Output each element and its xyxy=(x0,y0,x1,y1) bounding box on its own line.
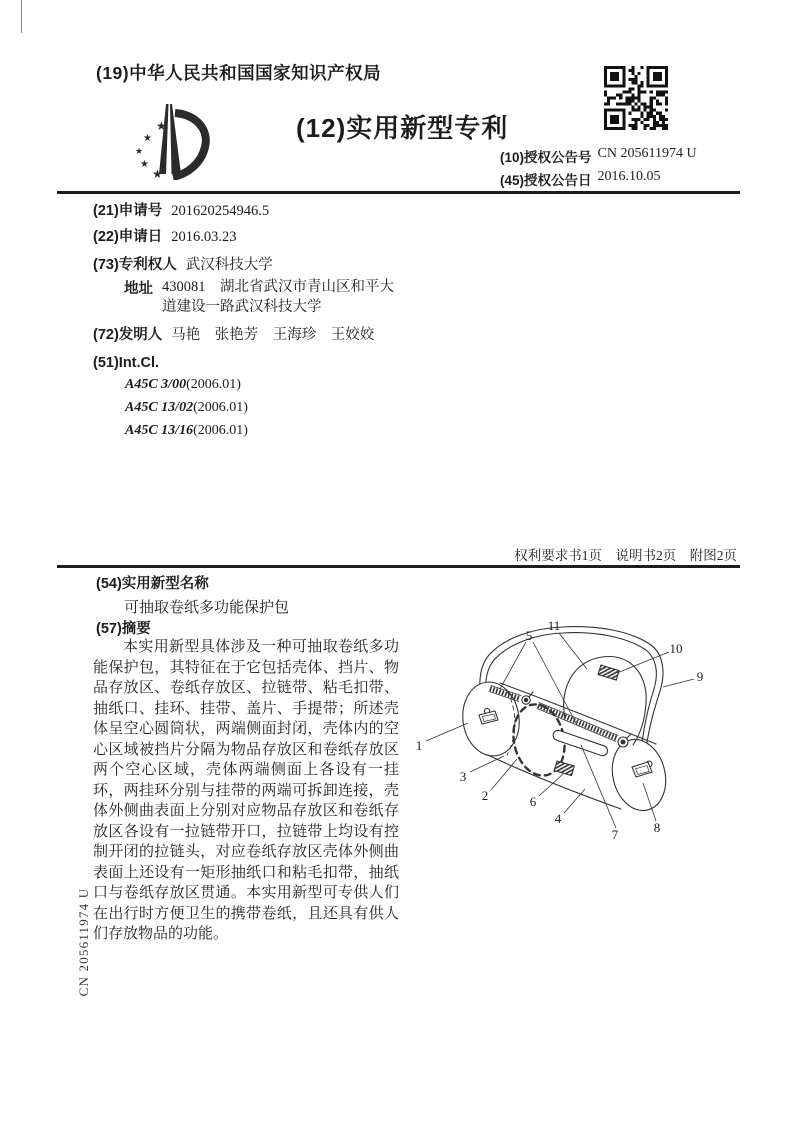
svg-text:★: ★ xyxy=(135,146,144,156)
ipc-entry xyxy=(125,377,241,393)
application-date-row xyxy=(93,228,237,248)
patentee-value: 武汉科技大学 xyxy=(185,257,273,273)
side-publication-code: CN 205611974 U xyxy=(76,887,91,997)
abstract-section-label: (57)摘要 xyxy=(96,621,151,637)
ipc-code: A45C 13/16 xyxy=(125,423,194,438)
svg-text:11: 11 xyxy=(547,618,561,633)
address-row xyxy=(124,277,404,317)
publication-number-label: (10)授权公告号 xyxy=(500,150,592,165)
pages-summary: 权利要求书1页 说明书2页 附图2页 xyxy=(514,548,737,563)
svg-text:6: 6 xyxy=(529,794,537,809)
application-date-label: (22)申请日 xyxy=(93,229,163,245)
ipc-version: (2006.01) xyxy=(186,377,241,392)
publication-date-row xyxy=(500,169,661,189)
patentee-row xyxy=(93,256,273,276)
issuing-office: (19)中华人民共和国国家知识产权局 xyxy=(96,63,382,83)
abstract-text: 本实用新型具体涉及一种可抽取卷纸多功能保护包，其特征在于它包括壳体、挡片、物品存放区、卷纸存放区、拉链带、粘毛扣带、抽纸口、挂环、挂带、盖片、手提带；所述壳体呈空心圆筒状，两端侧面封闭，壳体内的空心区域被挡片分隔为物品存放区和卷纸存放区两个空心区域，壳体两端侧面上各设有一挂环，两挂环分别与挂带的两端可拆卸连接，壳体外侧曲表面上分别对应物品存放区和卷纸存放区各设有一拉链带开口，拉链带上均设有控制开闭的拉链头，对应卷纸存放区壳体外侧曲表面上还设有一矩形抽纸口和粘毛扣带，抽纸口与卷纸存放区贯通。本实用新型可专供人们在出行时方便卫生的携带卷纸，且还具有供人们存放物品的功能。 xyxy=(93,639,399,942)
svg-text:★: ★ xyxy=(143,133,152,144)
svg-text:9: 9 xyxy=(696,669,704,684)
svg-text:2: 2 xyxy=(481,788,489,803)
inventors-row xyxy=(93,326,374,346)
qr-code xyxy=(604,66,668,130)
application-number-label: (21)申请号 xyxy=(93,203,163,219)
inventors-label: (72)发明人 xyxy=(93,327,163,343)
application-number-row xyxy=(93,202,269,222)
patentee-label: (73)专利权人 xyxy=(93,257,177,273)
ipc-code: A45C 13/02 xyxy=(125,400,194,415)
ipc-entry xyxy=(125,423,248,439)
header-divider xyxy=(57,191,740,194)
title-section-label: (54)实用新型名称 xyxy=(96,576,209,592)
ipc-version: (2006.01) xyxy=(193,423,248,438)
ipc-entry xyxy=(125,400,248,416)
svg-text:8: 8 xyxy=(653,820,661,835)
inventors-value: 马艳 张艳芳 王海珍 王姣姣 xyxy=(171,327,375,343)
invention-title: 可抽取卷纸多功能保护包 xyxy=(124,600,290,616)
svg-text:★: ★ xyxy=(152,167,163,180)
svg-text:★: ★ xyxy=(156,119,167,133)
ipc-version: (2006.01) xyxy=(193,400,248,415)
patent-figure-drawing xyxy=(405,603,745,855)
application-date-value: 2016.03.23 xyxy=(171,229,237,245)
svg-text:1: 1 xyxy=(415,738,423,753)
publication-number-row xyxy=(500,146,697,166)
address-label: 地址 xyxy=(124,281,153,297)
publication-number-value: CN 205611974 U xyxy=(597,146,697,161)
svg-text:10: 10 xyxy=(669,641,683,656)
int-cl-row xyxy=(93,354,159,374)
ipc-code: A45C 3/00 xyxy=(125,377,187,392)
svg-text:★: ★ xyxy=(140,159,149,170)
svg-text:4: 4 xyxy=(554,811,562,826)
document-type-title: (12)实用新型专利 xyxy=(296,113,509,143)
section-divider xyxy=(57,565,740,568)
application-number-value: 201620254946.5 xyxy=(171,203,270,219)
int-cl-label: (51)Int.Cl. xyxy=(93,355,160,371)
svg-text:3: 3 xyxy=(459,769,467,784)
page-edge-mark xyxy=(21,0,22,33)
publication-date-label: (45)授权公告日 xyxy=(500,173,592,188)
publication-date-value: 2016.10.05 xyxy=(597,169,661,184)
svg-text:5: 5 xyxy=(525,628,533,643)
address-value: 430081 湖北省武汉市青山区和平大道建设一路武汉科技大学 xyxy=(162,279,394,315)
sipo-logo xyxy=(126,100,218,180)
svg-text:7: 7 xyxy=(611,827,619,842)
